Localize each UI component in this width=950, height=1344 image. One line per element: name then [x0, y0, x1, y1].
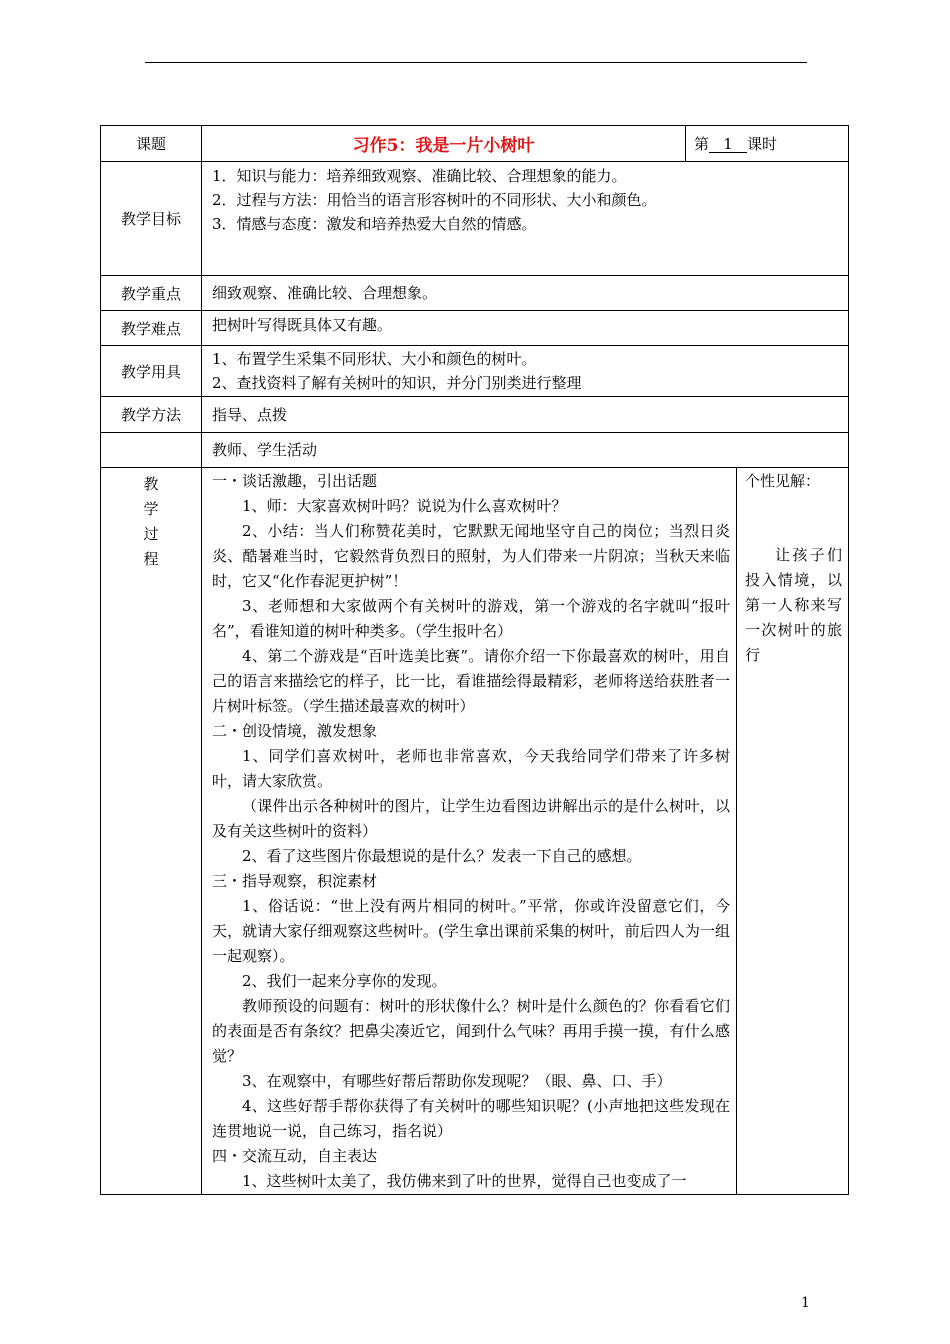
side-notes-text: 让孩子们投入情境，以第一人称来写一次树叶的旅行 [745, 546, 842, 664]
period-suffix: 课时 [747, 135, 778, 153]
objective-item: 3．情感与态度：激发和培养热爱大自然的情感。 [212, 215, 537, 233]
difficulties-label: 教学难点 [101, 311, 202, 346]
lesson-plan-table [100, 125, 849, 1195]
process-label-char: 学 [143, 500, 159, 518]
section-heading: 二・创设情境，激发想象 [212, 722, 378, 740]
process-paragraph: 4、第二个游戏是“百叶选美比赛”。请你介绍一下你最喜欢的树叶，用自己的语言来描绘它的样子，比一比，看谁描绘得最精彩，老师将送给获胜者一片树叶标签。（学生描述最喜欢的树叶） [212, 647, 730, 715]
process-content [202, 468, 737, 1195]
difficulties-text: 把树叶写得既具体又有趣。 [202, 311, 849, 346]
header-rule [145, 62, 807, 63]
tool-item: 1、布置学生采集不同形状、大小和颜色的树叶。 [212, 350, 537, 368]
methods-label: 教学方法 [101, 397, 202, 433]
section-heading: 三・指导观察，积淀素材 [212, 872, 378, 890]
process-paragraph: 1、俗话说：“世上没有两片相同的树叶。”平常，你或许没留意它们，今天，就请大家仔细观察这些树叶。(学生拿出课前采集的树叶，前后四人为一组一起观察）。 [212, 897, 730, 965]
section-heading: 四・交流互动，自主表达 [212, 1147, 378, 1165]
process-paragraph: 1、同学们喜欢树叶，老师也非常喜欢，今天我给同学们带来了许多树叶，请大家欣赏。 [212, 747, 730, 790]
activities-header: 教师、学生活动 [202, 433, 849, 468]
topic-label: 课题 [101, 126, 202, 162]
process-paragraph: 1、师：大家喜欢树叶吗？说说为什么喜欢树叶？ [242, 497, 567, 515]
process-paragraph: 3、老师想和大家做两个有关树叶的游戏，第一个游戏的名字就叫“报叶名”，看谁知道的树叶种类多。（学生报叶名） [212, 597, 730, 640]
empty-cell [101, 433, 202, 468]
objective-item: 1．知识与能力：培养细致观察、准确比较、合理想象的能力。 [212, 167, 627, 185]
process-paragraph: 2、小结：当人们称赞花美时，它默默无闻地坚守自己的岗位；当烈日炎炎、酷暑难当时，它毅然背负烈日的照射，为人们带来一片阴凉；当秋天来临时，它又“化作春泥更护树”！ [212, 522, 730, 590]
process-paragraph: 2、我们一起来分享你的发现。 [242, 972, 447, 990]
side-notes [737, 468, 849, 1195]
period-number: 1 [709, 136, 747, 153]
process-label [101, 468, 202, 1195]
methods-text: 指导、点拨 [202, 397, 849, 433]
objective-item: 2．过程与方法：用恰当的语言形容树叶的不同形状、大小和颜色。 [212, 191, 657, 209]
lesson-title: 习作5：我是一片小树叶 [202, 126, 686, 162]
process-paragraph: 1、这些树叶太美了，我仿佛来到了叶的世界，觉得自己也变成了一 [242, 1172, 687, 1190]
lesson-period [686, 126, 849, 162]
key-points-text: 细致观察、准确比较、合理想象。 [202, 276, 849, 311]
tools-list [202, 346, 849, 397]
tool-item: 2、查找资料了解有关树叶的知识，并分门别类进行整理 [212, 374, 582, 392]
objectives-label: 教学目标 [101, 162, 202, 276]
process-paragraph: 3、在观察中，有哪些好帮后帮助你发现呢？（眼、鼻、口、手） [242, 1072, 672, 1090]
period-prefix: 第 [694, 135, 710, 153]
side-notes-heading: 个性见解： [745, 472, 821, 490]
page-number: 1 [801, 1295, 810, 1311]
process-paragraph: 教师预设的问题有：树叶的形状像什么？树叶是什么颜色的？你看看它们的表面是否有条纹？把鼻尖凑近它，闻到什么气味？再用手摸一摸，有什么感觉？ [212, 997, 730, 1065]
process-paragraph: 4、这些好帮手帮你获得了有关树叶的哪些知识呢？(小声地把这些发现在连贯地说一说，自己练习，指名说） [212, 1097, 730, 1140]
section-heading: 一・谈话激趣，引出话题 [212, 472, 378, 490]
process-paragraph: （课件出示各种树叶的图片，让学生边看图边讲解出示的是什么树叶，以及有关这些树叶的资料） [212, 797, 730, 840]
process-label-char: 程 [143, 550, 159, 568]
objectives-list [202, 162, 849, 276]
key-points-label: 教学重点 [101, 276, 202, 311]
tools-label: 教学用具 [101, 346, 202, 397]
process-paragraph: 2、看了这些图片你最想说的是什么？发表一下自己的感想。 [242, 847, 642, 865]
process-label-char: 过 [143, 525, 159, 543]
process-label-char: 教 [143, 475, 159, 493]
